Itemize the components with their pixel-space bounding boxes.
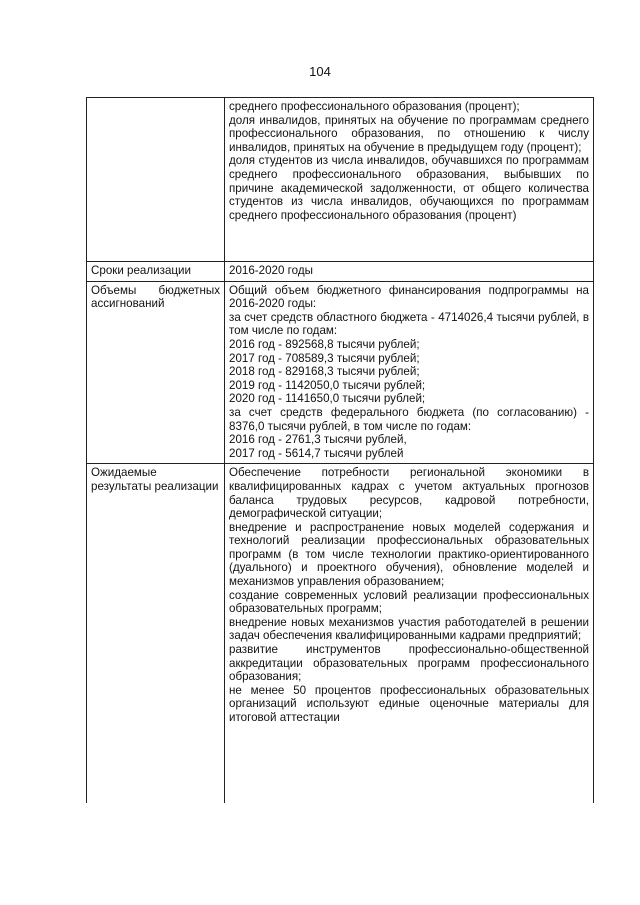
- result-line: Обеспечение потребности региональной экономики в квалифицированных кадрах с учетом актуальных прогнозов баланса трудовых ресурсов, кадровой потребности, демографической ситуации;: [229, 466, 589, 521]
- row-label-terms: Сроки реализации: [87, 262, 225, 282]
- indicator-line: доля инвалидов, принятых на обучение по программам среднего профессионального образования, по отношению к числу инвалидов, принятых на обучение в предыдущем году (процент);: [229, 113, 589, 154]
- terms-value: 2016-2020 годы: [229, 264, 313, 277]
- row-label-empty: [87, 98, 225, 262]
- row-label-budget: Объемы бюджетных ассигнований: [87, 281, 225, 464]
- table-row-terms: [87, 262, 594, 282]
- budget-line: за счет средств федерального бюджета (по согласованию) - 8376,0 тысячи рублей, в том числе по годам:: [229, 405, 589, 433]
- budget-cell: [225, 281, 594, 464]
- budget-line: 2018 год - 829168,3 тысячи рублей;: [229, 365, 420, 379]
- passport-table: [86, 97, 594, 803]
- table-row-indicators-continued: [87, 98, 594, 262]
- budget-line: 2016 год - 892568,8 тысячи рублей;: [229, 337, 420, 351]
- indicator-line: среднего профессионального образования (процент);: [229, 100, 520, 113]
- result-line: создание современных условий реализации профессиональных образовательных программ;: [229, 588, 589, 616]
- terms-cell: [225, 262, 594, 282]
- result-line: развитие инструментов профессионально-общественной аккредитации образовательных программ профессионального образования;: [229, 643, 589, 684]
- budget-line: 2017 год - 5614,7 тысячи рублей: [229, 446, 404, 460]
- results-cell: [225, 464, 594, 804]
- result-line: внедрение и распространение новых моделей содержания и технологий реализации профессиональных образовательных программ (в том числе технологии практико-ориентированного (дуального) и проектного обучения), обновление моделей и механизмов управления образованием;: [229, 520, 589, 589]
- budget-line: 2016 год - 2761,3 тысячи рублей,: [229, 433, 407, 447]
- page-number: 104: [309, 64, 331, 79]
- result-line: внедрение новых механизмов участия работодателей в решении задач обеспечения квалифицированными кадрами предприятий;: [229, 615, 589, 643]
- table-row-results: [87, 464, 594, 804]
- budget-line: 2020 год - 1141650,0 тысячи рублей;: [229, 392, 426, 406]
- budget-line: 2019 год - 1142050,0 тысячи рублей;: [229, 378, 426, 392]
- table-row-budget: [87, 281, 594, 464]
- budget-line: 2017 год - 708589,3 тысячи рублей;: [229, 351, 420, 365]
- budget-line: Общий объем бюджетного финансирования подпрограммы на 2016-2020 годы:: [229, 283, 589, 311]
- budget-line: за счет средств областного бюджета - 4714026,4 тысячи рублей, в том числе по годам:: [229, 310, 589, 338]
- indicator-line: доля студентов из числа инвалидов, обучавшихся по программам среднего профессионального образования, выбывших по причине академической задолженности, от общего количества студентов из числа инвалидов, обучающихся по программам среднего профессионального образования (процент): [229, 154, 589, 222]
- indicators-cell: [225, 98, 594, 262]
- row-label-results: Ожидаемые результаты реализации: [87, 464, 225, 804]
- result-line: не менее 50 процентов профессиональных образовательных организаций используют единые оценочные материалы для итоговой аттестации: [229, 683, 589, 724]
